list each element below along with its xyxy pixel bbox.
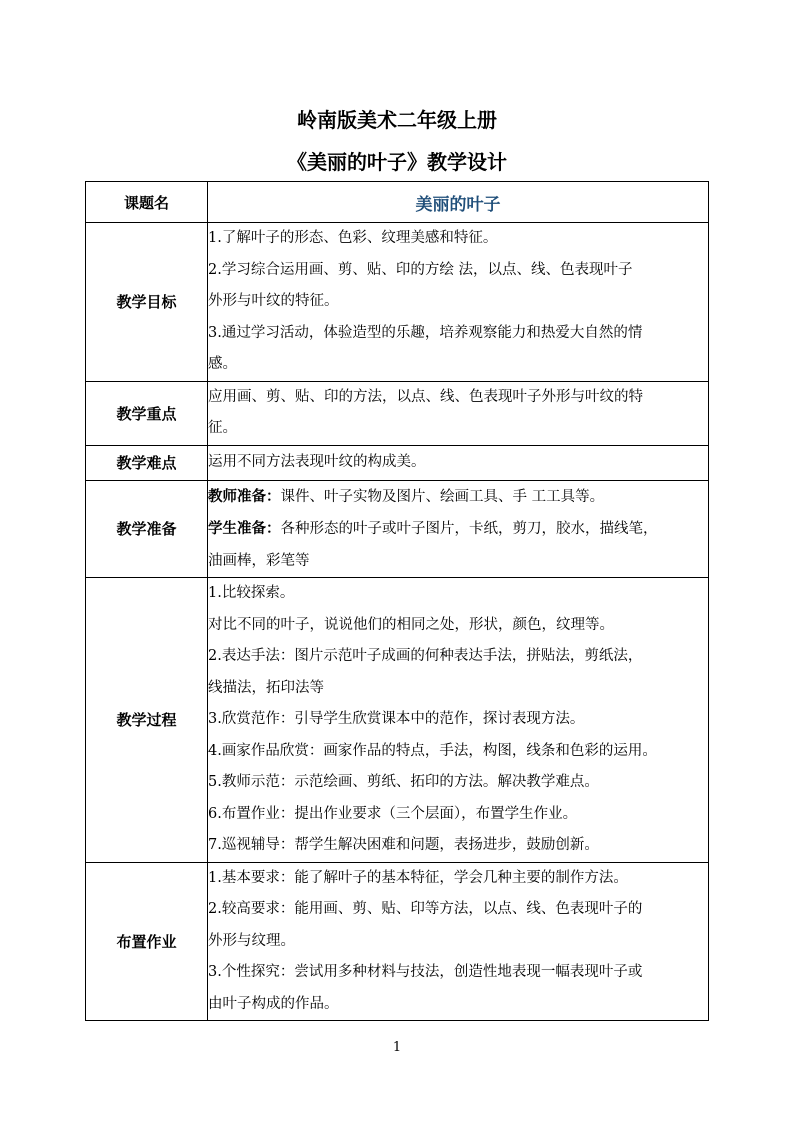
process-label: 教学过程 bbox=[86, 578, 208, 863]
student-prep-label: 学生准备： bbox=[208, 520, 281, 537]
homework-line: 1.基本要求：能了解叶子的基本特征，学会几种主要的制作方法。 bbox=[208, 869, 628, 886]
student-prep-line-2: 油画棒，彩笔等 bbox=[208, 552, 310, 569]
homework-label: 布置作业 bbox=[86, 862, 208, 1021]
teacher-prep-label: 教师准备： bbox=[208, 487, 281, 505]
homework-line: 2.较高要求：能用画、剪、贴、印等方法，以点、线、色表现叶子的 bbox=[208, 901, 643, 917]
process-line: 对比不同的叶子，说说他们的相同之处，形状，颜色，纹理等。 bbox=[208, 616, 614, 633]
topic-value: 美丽的叶子 bbox=[208, 182, 709, 223]
difficulties-content bbox=[208, 445, 709, 480]
lesson-plan-table bbox=[85, 181, 709, 1021]
process-line: 3.欣赏范作：引导学生欣赏课本中的范作，探讨表现方法。 bbox=[208, 711, 585, 727]
difficulties-row bbox=[86, 445, 709, 480]
process-row bbox=[86, 578, 709, 863]
objective-line: 外形与叶纹的特征。 bbox=[208, 293, 339, 309]
key-points-content bbox=[208, 381, 709, 445]
preparation-row bbox=[86, 480, 709, 578]
teacher-prep-text: 课件、叶子实物及图片、绘画工具、手 工工具等。 bbox=[280, 488, 605, 505]
preparation-label: 教学准备 bbox=[86, 480, 208, 578]
teacher-prep-line bbox=[208, 481, 708, 514]
process-content bbox=[208, 578, 709, 863]
key-points-label: 教学重点 bbox=[86, 381, 208, 445]
objectives-row bbox=[86, 223, 709, 382]
objectives-label: 教学目标 bbox=[86, 223, 208, 382]
preparation-content bbox=[208, 480, 709, 578]
key-point-line: 征。 bbox=[208, 420, 237, 436]
document-subtitle: 《美丽的叶子》教学设计 bbox=[287, 150, 507, 174]
objective-line: 2.学习综合运用画、剪、贴、印的方绘 法，以点、线、色表现叶子 bbox=[208, 261, 633, 278]
process-line: 4.画家作品欣赏：画家作品的特点，手法，构图，线条和色彩的运用。 bbox=[208, 742, 657, 759]
process-line: 6.布置作业：提出作业要求（三个层面），布置学生作业。 bbox=[208, 805, 578, 822]
topic-label: 课题名 bbox=[86, 182, 208, 223]
process-line: 1.比较探索。 bbox=[208, 585, 295, 601]
objective-line: 3.通过学习活动，体验造型的乐趣，培养观察能力和热爱大自然的情 bbox=[208, 324, 643, 341]
homework-content bbox=[208, 862, 709, 1021]
page-number: 1 bbox=[392, 1040, 402, 1055]
student-prep-text: 各种形态的叶子或叶子图片，卡纸，剪刀，胶水，描线笔， bbox=[280, 521, 658, 537]
process-line: 5.教师示范：示范绘画、剪纸、拓印的方法。解决教学难点。 bbox=[208, 774, 599, 790]
key-points-row bbox=[86, 381, 709, 445]
process-line: 7.巡视辅导：帮学生解决困难和问题，表扬进步，鼓励创新。 bbox=[208, 837, 599, 853]
topic-row bbox=[86, 182, 709, 223]
homework-line: 外形与纹理。 bbox=[208, 932, 295, 949]
objectives-content bbox=[208, 223, 709, 382]
homework-row bbox=[86, 862, 709, 1021]
key-point-line: 应用画、剪、贴、印的方法，以点、线、色表现叶子外形与叶纹的特 bbox=[208, 388, 643, 405]
difficulties-label: 教学难点 bbox=[86, 445, 208, 480]
document-title: 岭南版美术二年级上册 bbox=[297, 108, 497, 132]
student-prep-line bbox=[208, 513, 708, 546]
process-line: 线描法，拓印法等 bbox=[208, 679, 324, 696]
objective-line: 1.了解叶子的形态、色彩、纹理美感和特征。 bbox=[208, 230, 498, 246]
homework-line: 由叶子构成的作品。 bbox=[208, 995, 339, 1012]
objective-line: 感。 bbox=[208, 356, 237, 372]
process-line: 2.表达手法：图片示范叶子成画的何种表达手法，拼贴法，剪纸法， bbox=[208, 648, 643, 664]
homework-line: 3.个性探究：尝试用多种材料与技法，创造性地表现一幅表现叶子或 bbox=[208, 964, 643, 980]
difficulty-line: 运用不同方法表现叶纹的构成美。 bbox=[208, 453, 426, 470]
